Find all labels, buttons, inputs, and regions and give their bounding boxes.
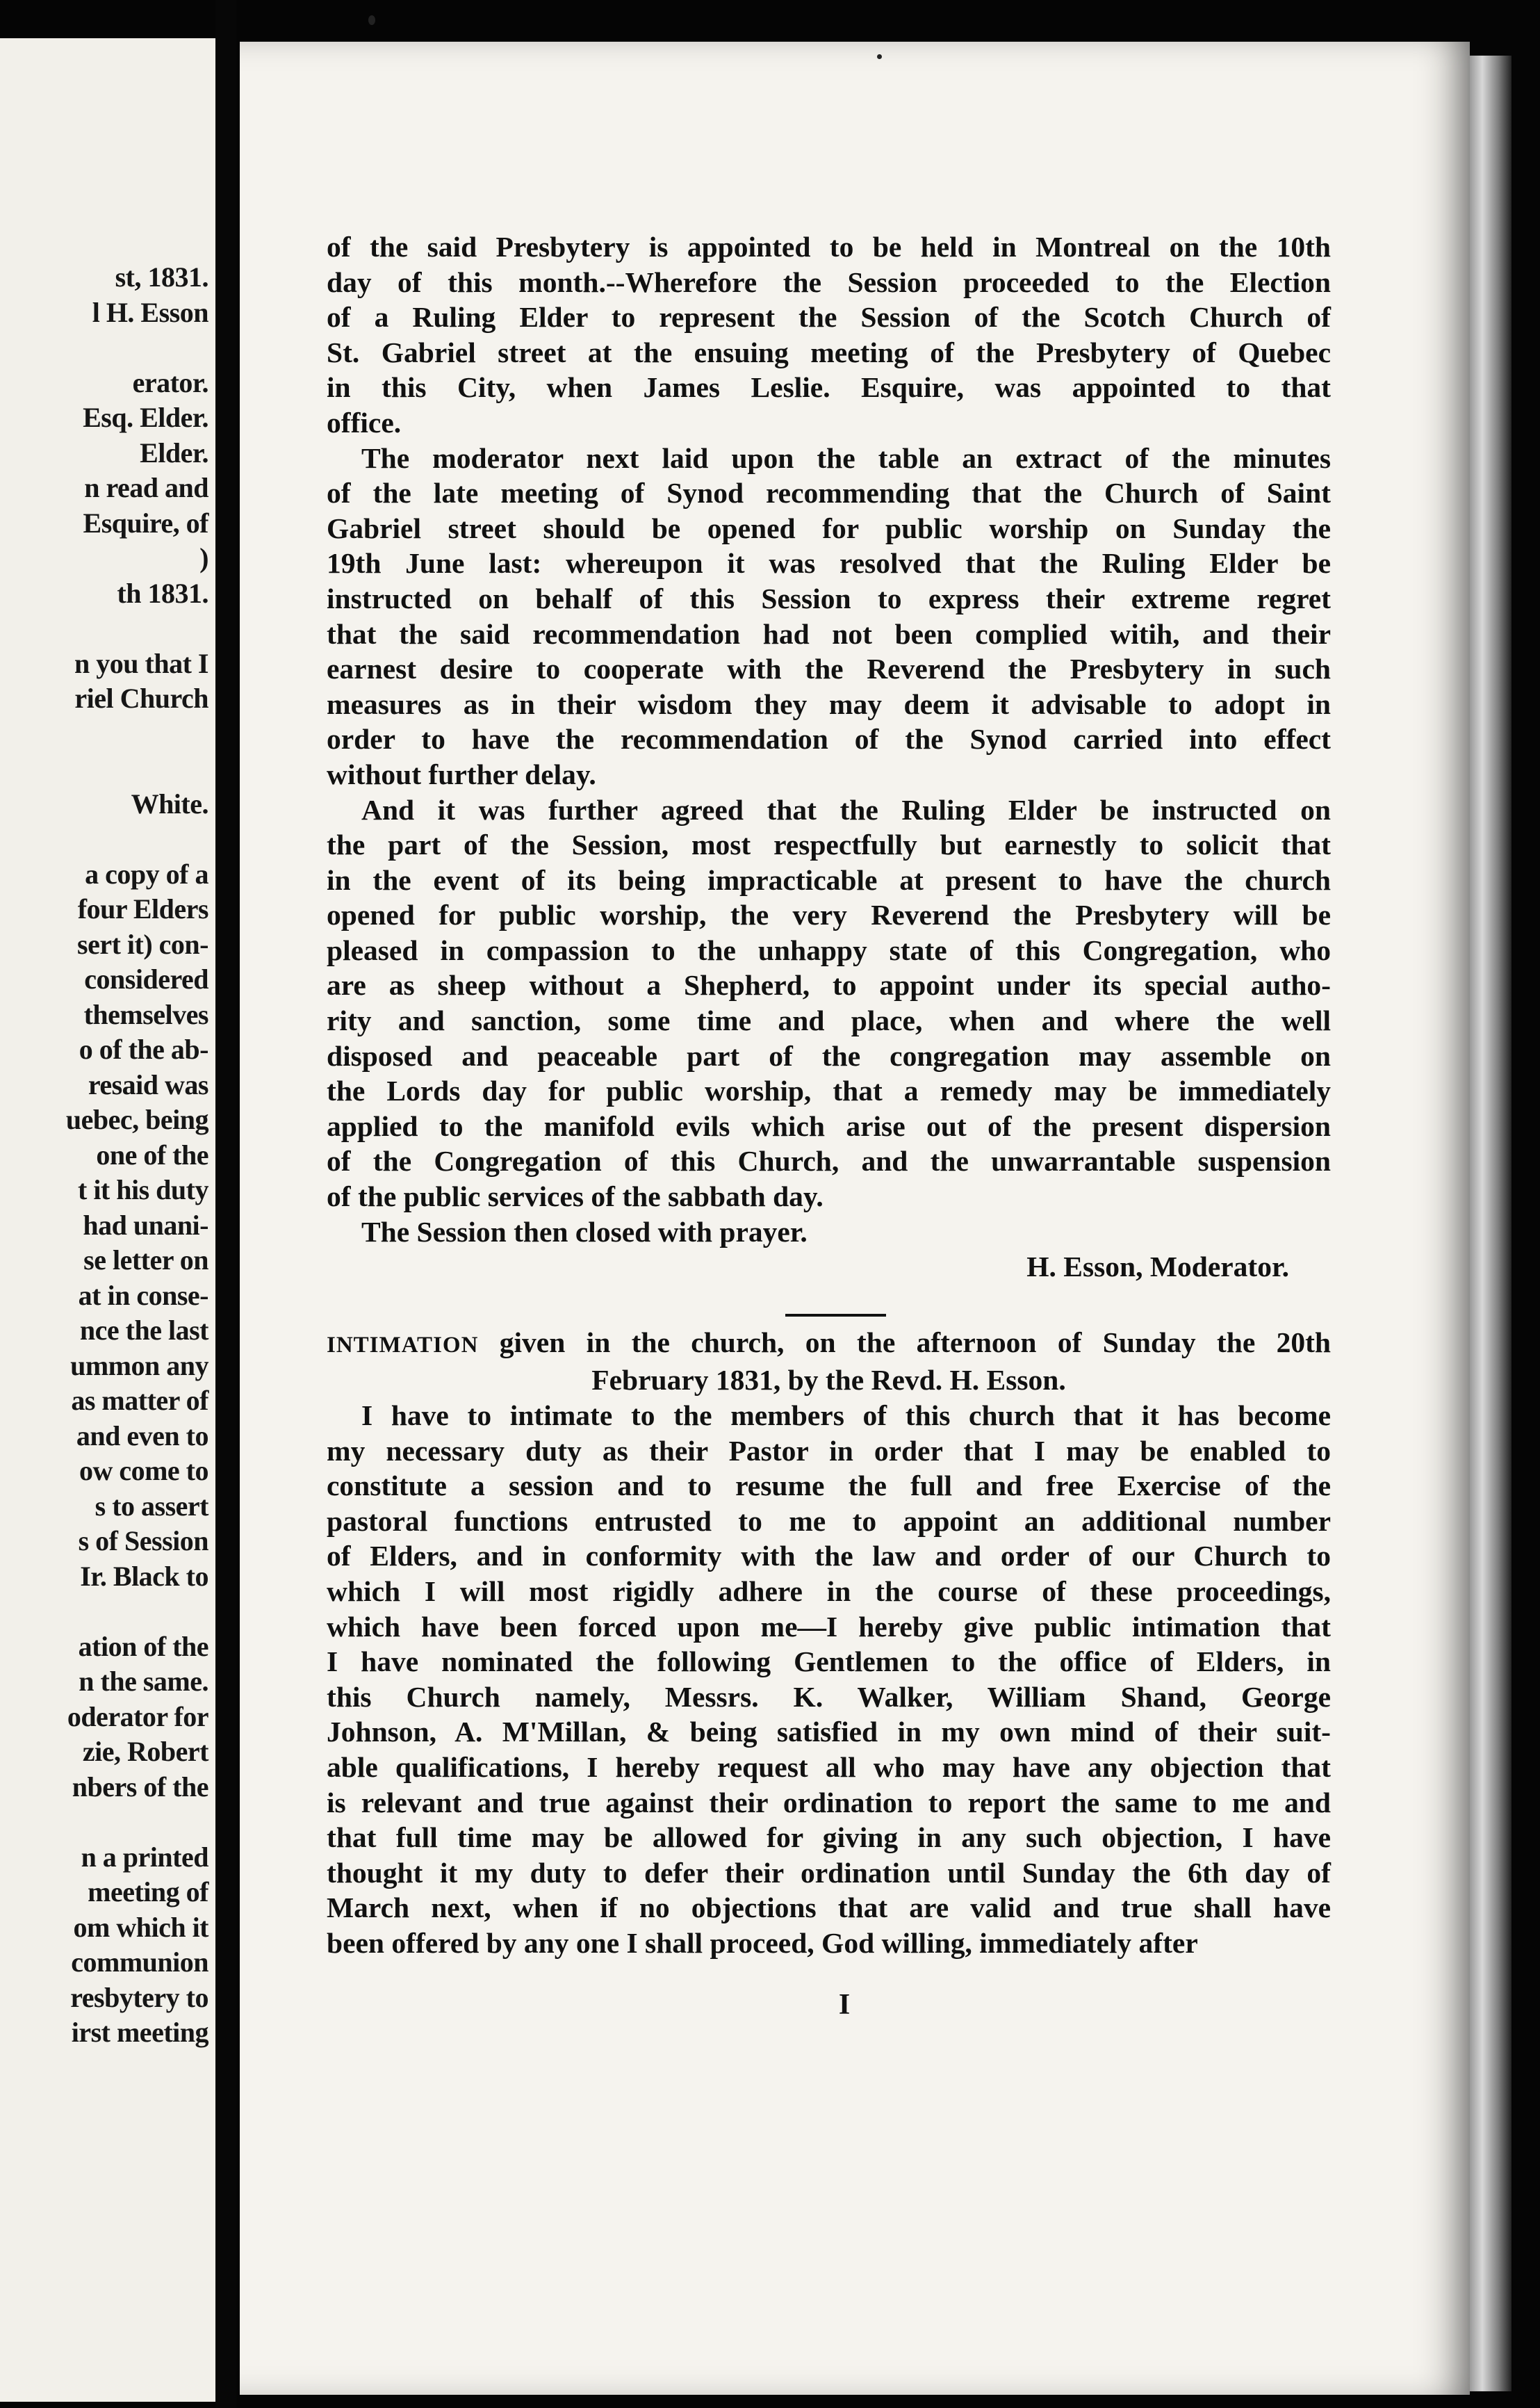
left-page-line: ation of the: [78, 1630, 208, 1662]
left-page-line: four Elders: [77, 893, 208, 925]
text-line: earnest desire to cooperate with the Reverend the Presbytery in such: [327, 653, 1331, 685]
left-page-line: erator.: [132, 366, 208, 398]
moderator-signature: H. Esson, Moderator.: [1026, 1251, 1289, 1283]
left-page-line: ): [199, 542, 208, 573]
left-page-line: ow come to: [79, 1455, 208, 1486]
page-edge-shadow: [1470, 56, 1512, 2391]
left-page-line: n read and: [84, 472, 208, 503]
text-line: been offered by any one I shall proceed, God willing, immediately after: [327, 1926, 1198, 1959]
text-line: constitute a session and to resume the full and free Exercise of the: [327, 1470, 1331, 1502]
left-page-line: a copy of a: [85, 858, 208, 890]
left-page-line: n you that I: [74, 647, 208, 679]
left-page-line: Ir. Black to: [80, 1560, 208, 1592]
left-page-line: uebec, being: [65, 1104, 208, 1135]
paragraph-ruling-elder-instructions: [327, 792, 1331, 1214]
left-page-line: th 1831.: [117, 577, 208, 609]
left-page-line: meeting of: [88, 1876, 208, 1907]
text-line: this Church namely, Messrs. K. Walker, William Shand, George: [327, 1680, 1331, 1713]
left-page-line: Esq. Elder.: [83, 402, 208, 433]
text-line: office.: [327, 406, 402, 439]
text-line: in this City, when James Leslie. Esquire, was appointed to that: [327, 371, 1331, 404]
intimation-heading-line-2: February 1831, by the Revd. H. Esson.: [591, 1364, 1066, 1397]
page-number: I: [838, 1989, 851, 2021]
text-line: of the said Presbytery is appointed to be held in Montreal on the 10th: [327, 231, 1331, 263]
left-page-line: nbers of the: [72, 1771, 208, 1803]
left-page-line: l H. Esson: [92, 296, 208, 328]
paragraph-synod-extract: [327, 441, 1331, 792]
left-page-line: st, 1831.: [115, 261, 208, 293]
left-page-line: zie, Robert: [82, 1736, 208, 1767]
text-line: Gabriel street should be opened for public worship on Sunday the: [327, 512, 1331, 544]
left-page-line: one of the: [96, 1139, 208, 1171]
text-line: of the Congregation of this Church, and the unwarrantable suspension: [327, 1145, 1331, 1178]
scan-speck: [368, 15, 375, 25]
text-line: the Lords day for public worship, that a remedy may be immediately: [327, 1075, 1331, 1107]
text-line: that the said recommendation had not been complied witih, and their: [327, 617, 1331, 650]
text-line: applied to the manifold evils which arise out of the present dispersion: [327, 1109, 1331, 1142]
text-line: without further delay.: [327, 758, 596, 790]
left-page-line: oderator for: [67, 1700, 208, 1732]
text-line: pleased in compassion to the unhappy state of this Congregation, who: [327, 934, 1331, 966]
left-page-line: irst meeting: [71, 2017, 208, 2048]
left-page-line: at in conse-: [78, 1279, 208, 1311]
text-line: of the late meeting of Synod recommending that the Church of Saint: [327, 477, 1331, 510]
left-page-line: om which it: [73, 1911, 208, 1943]
text-line: instructed on behalf of this Session to express their extreme regret: [327, 582, 1331, 615]
text-line: 19th June last: whereupon it was resolved that the Ruling Elder be: [327, 547, 1331, 580]
text-line: pastoral functions entrusted to me to appoint an additional number: [327, 1504, 1331, 1537]
left-page-line: communion: [71, 1946, 208, 1978]
binding-gutter: [215, 0, 236, 2408]
text-line: March next, when if no objections that are valid and true shall have: [327, 1892, 1331, 1924]
text-line: day of this month.--Wherefore the Session proceeded to the Election: [327, 266, 1331, 298]
text-line: which I will most rigidly adhere in the course of these proceedings,: [327, 1575, 1331, 1607]
text-line: is relevant and true against their ordination to report the same to me and: [327, 1786, 1331, 1819]
left-page-line: and even to: [76, 1419, 208, 1451]
text-line: which have been forced upon me—I hereby give public intimation that: [327, 1610, 1331, 1643]
text-line: I have to intimate to the members of this church that it has become: [361, 1399, 1331, 1431]
text-line: of a Ruling Elder to represent the Session of the Scotch Church of: [327, 301, 1331, 334]
left-page-line: nce the last: [79, 1315, 208, 1346]
text-line: thought it my duty to defer their ordination until Sunday the 6th day of: [327, 1856, 1331, 1889]
text-line: disposed and peaceable part of the congregation may assemble on: [327, 1039, 1331, 1072]
text-line: And it was further agreed that the Ruling Elder be instructed on: [361, 793, 1331, 826]
left-page-line: o of the ab-: [79, 1034, 208, 1065]
document-body: [327, 229, 1331, 1961]
left-page-line: sert it) con-: [77, 928, 208, 960]
left-page-line: Esquire, of: [83, 507, 208, 539]
left-page-line: s to assert: [95, 1490, 208, 1522]
text-line: Johnson, A. M'Millan, & being satisfied in my own mind of their suit-: [327, 1716, 1331, 1748]
text-line: I have nominated the following Gentlemen to the office of Elders, in: [327, 1645, 1331, 1678]
text-line: my necessary duty as their Pastor in order that I may be enabled to: [327, 1434, 1331, 1467]
left-page-line: as matter of: [71, 1385, 208, 1416]
text-line: that full time may be allowed for giving in any such objection, I have: [327, 1821, 1331, 1854]
left-page-line: s of Session: [78, 1525, 208, 1556]
left-page-line: t it his duty: [78, 1174, 208, 1205]
left-page-line: had unani-: [83, 1209, 208, 1241]
section-divider-rule: [785, 1314, 886, 1317]
left-page-line: Elder.: [140, 437, 208, 469]
text-line: rity and sanction, some time and place, when and where the well: [327, 1004, 1331, 1037]
text-line: St. Gabriel street at the ensuing meeting of the Presbytery of Quebec: [327, 336, 1331, 368]
left-page-line: ummon any: [70, 1349, 208, 1381]
left-page-line: resbytery to: [70, 1981, 208, 2013]
text-line: order to have the recommendation of the Synod carried into effect: [327, 723, 1331, 756]
text-line: able qualifications, I hereby request all who may have any objection that: [327, 1750, 1331, 1783]
intimation-heading-caps: INTIMATION: [327, 1332, 479, 1358]
paragraph-intimation: [327, 1398, 1331, 1961]
text-line: are as sheep without a Shepherd, to appoint under its special autho-: [327, 969, 1331, 1002]
intimation-heading-rest: given in the church, on the afternoon of Sunday the 20th: [499, 1326, 1331, 1358]
closing-line: The Session then closed with prayer.: [361, 1215, 808, 1248]
intimation-heading-line-1: [327, 1325, 1331, 1363]
text-line: in the event of its being impracticable at present to have the church: [327, 863, 1331, 896]
left-page-line: resaid was: [88, 1068, 208, 1100]
section-spacer: [327, 1285, 1331, 1325]
left-page-line: n a printed: [81, 1841, 208, 1873]
scan-speck: [877, 54, 882, 59]
text-line: The moderator next laid upon the table an extract of the minutes: [361, 441, 1331, 474]
text-line: of the public services of the sabbath day.: [327, 1180, 824, 1213]
left-page-line: considered: [84, 963, 208, 995]
facing-page-fragment: [0, 38, 215, 2402]
left-page-line: themselves: [83, 998, 208, 1030]
left-page-line: riel Church: [74, 683, 208, 714]
text-line: of Elders, and in conformity with the law and order of our Church to: [327, 1540, 1331, 1572]
left-page-line: White.: [131, 788, 208, 820]
left-page-line: se letter on: [83, 1244, 208, 1276]
text-line: measures as in their wisdom they may deem it advisable to adopt in: [327, 688, 1331, 720]
left-page-line: n the same.: [79, 1666, 208, 1697]
paragraph-presbytery-meeting: [327, 229, 1331, 441]
text-line: opened for public worship, the very Reverend the Presbytery will be: [327, 899, 1331, 932]
text-line: the part of the Session, most respectfully but earnestly to solicit that: [327, 829, 1331, 861]
